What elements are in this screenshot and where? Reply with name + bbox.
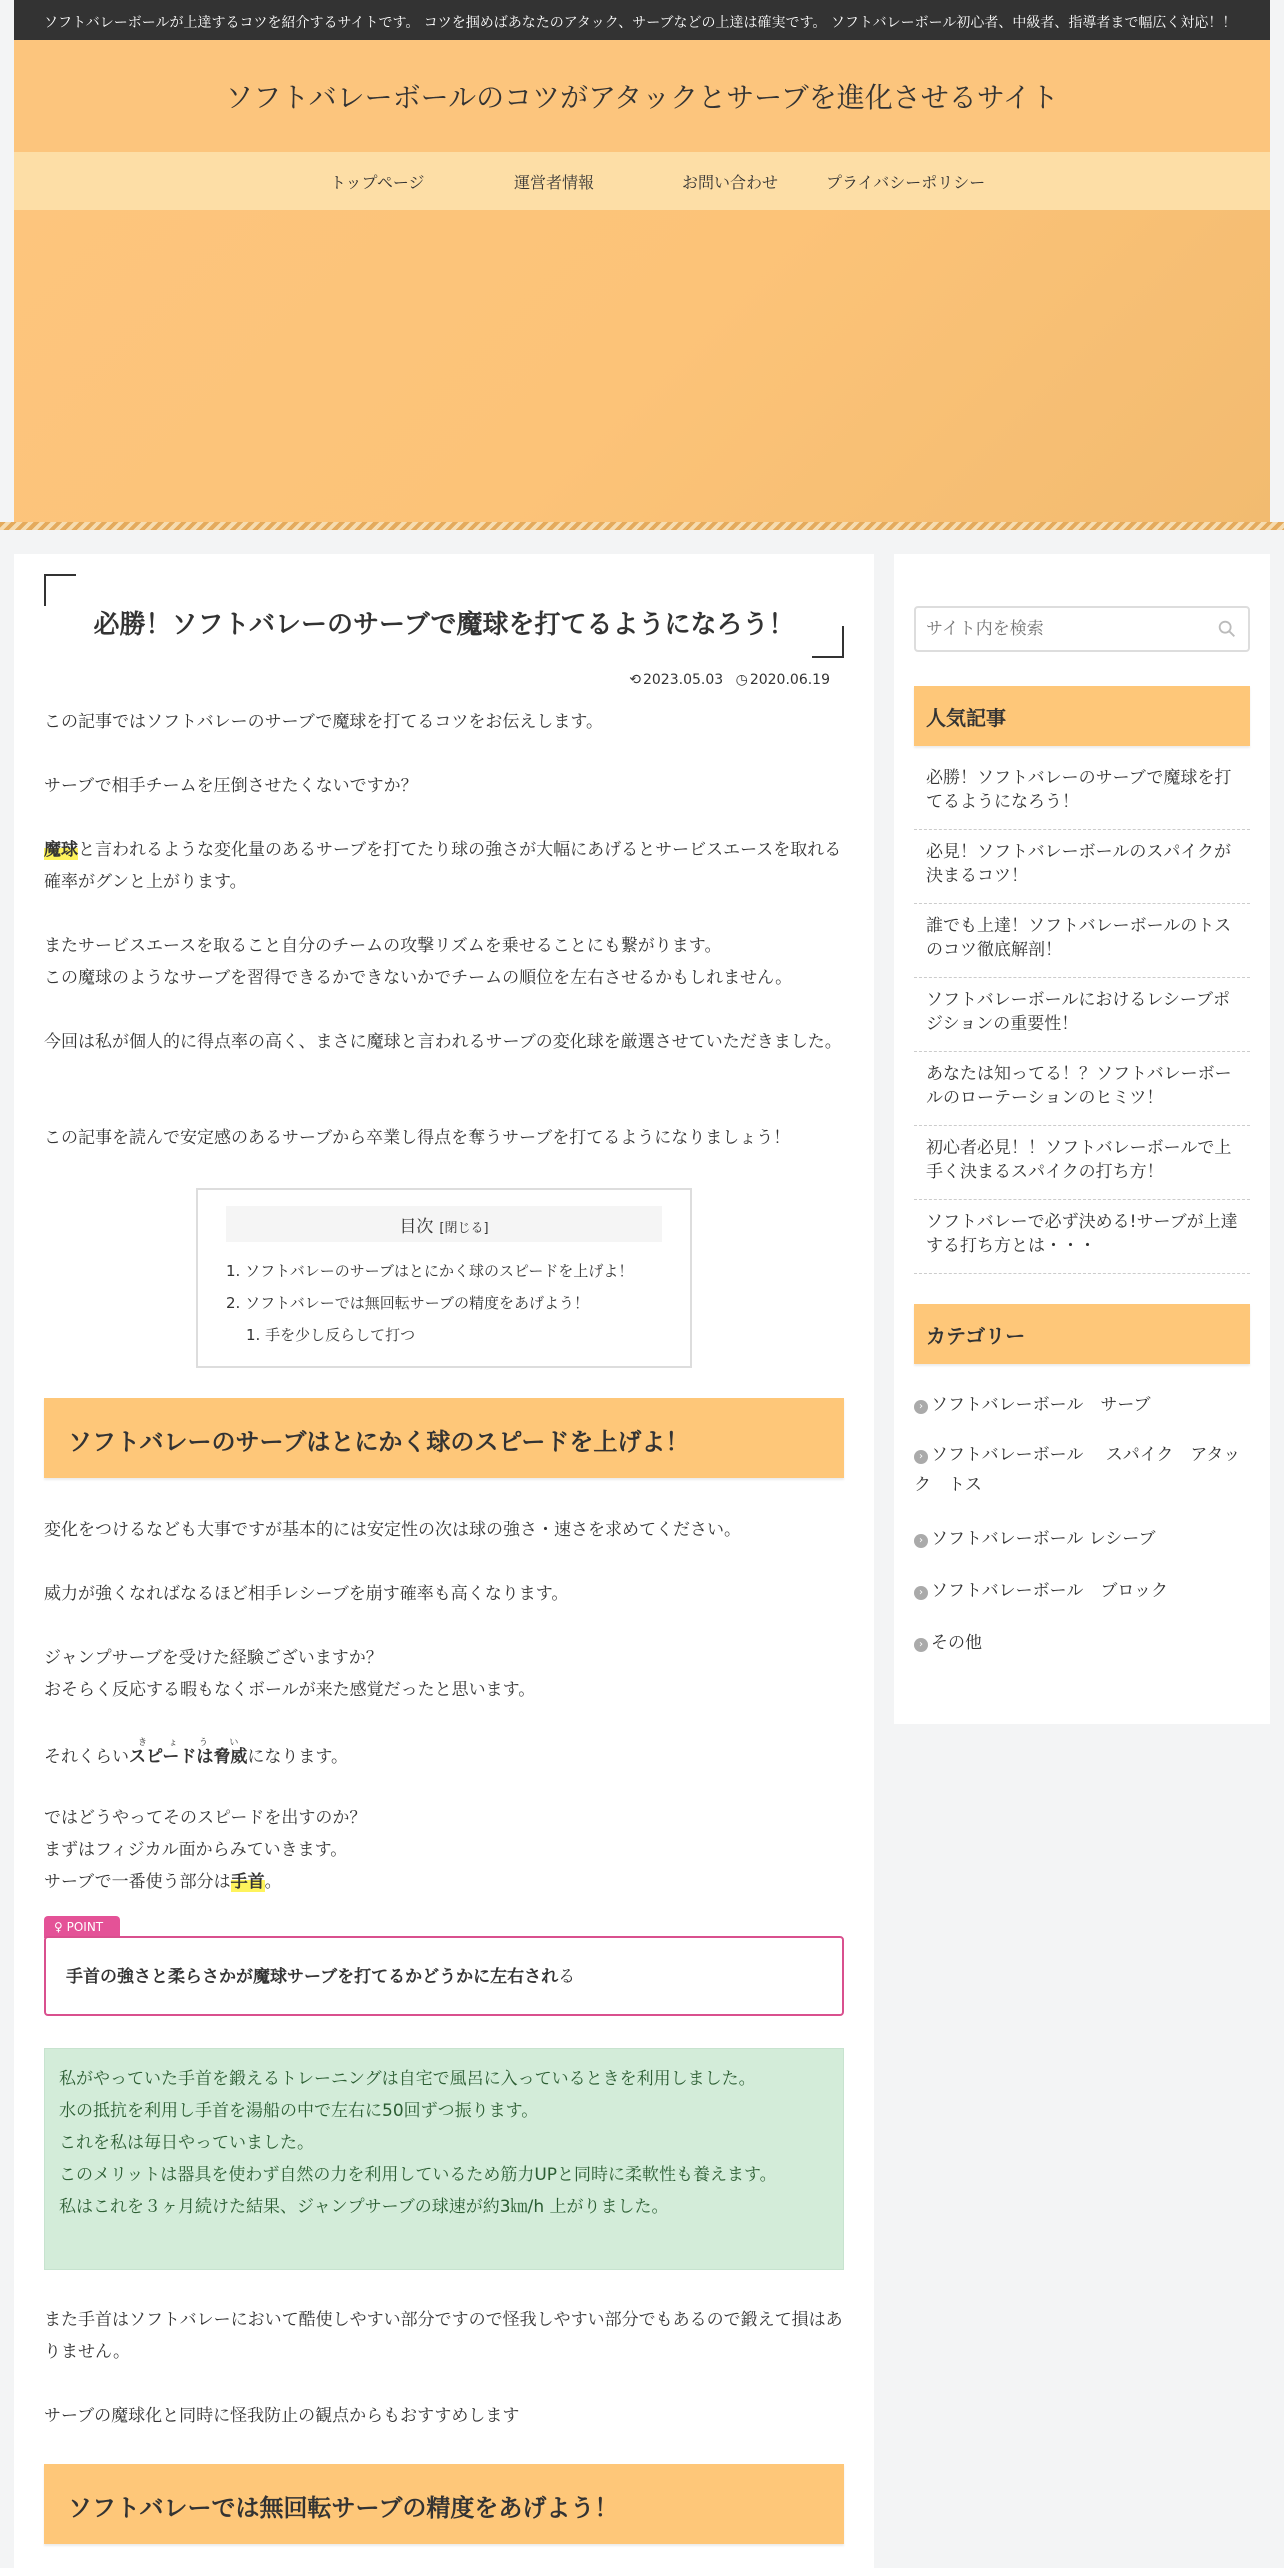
nav-item-top[interactable]: トップページ: [330, 173, 425, 192]
toc-item[interactable]: 1. ソフトバレーのサーブはとにかく球のスピードを上げよ！: [226, 1262, 634, 1280]
search-input[interactable]: [926, 619, 1216, 639]
article-paragraph: 変化をつけるなども大事ですが基本的には安定性の次は球の強さ・速さを求めてください。: [44, 1520, 741, 1540]
tip-line: このメリットは器具を使わず自然の力を利用しているため筋力UPと同時に柔軟性も養えます。: [59, 2165, 777, 2185]
clock-icon: ◷: [735, 672, 748, 688]
category-link[interactable]: [914, 1628, 1250, 1658]
toc-item[interactable]: 2. ソフトバレーでは無回転サーブの精度をあげよう！: [226, 1294, 590, 1312]
toc-toggle-button[interactable]: [閉じる]: [439, 1221, 489, 1236]
article-dates: [621, 672, 830, 688]
category-link[interactable]: [914, 1390, 1250, 1420]
popular-article-link[interactable]: 必勝！ソフトバレーのサーブで魔球を打てるようになろう！: [914, 766, 1250, 830]
point-badge: [44, 1916, 120, 1938]
article-title: 必勝！ソフトバレーのサーブで魔球を打てるようになろう！: [93, 610, 795, 640]
highlight-text: 手首: [230, 1872, 265, 1892]
site-header: [14, 40, 1270, 152]
paragraph-text: と言われるような変化量のあるサーブを打てたり球の強さが大幅にあげるとサービスエースを取れる確率がグンと上がります。: [44, 840, 842, 892]
article-title-frame: [44, 574, 844, 658]
updated-icon: ⟲: [629, 672, 641, 688]
chevron-right-icon: ›: [914, 1638, 928, 1652]
category-label: ソフトバレーボール ブロック: [931, 1581, 1168, 1601]
popular-article-link[interactable]: あなたは知ってる！？ソフトバレーボールのローテーションのヒミツ！: [914, 1062, 1250, 1126]
paragraph-text: サーブで一番使う部分は: [44, 1872, 231, 1892]
paragraph-text: それくらい: [44, 1747, 129, 1767]
paragraph-text: 。: [264, 1872, 282, 1892]
bold-phrase: スピードは脅威: [129, 1747, 248, 1767]
category-link[interactable]: [914, 1576, 1250, 1606]
table-of-contents: [196, 1188, 692, 1368]
popular-article-link[interactable]: 初心者必見！！ソフトバレーボールで上手く決まるスパイクの打ち方！: [914, 1136, 1250, 1200]
tip-line: 水の抵抗を利用し手首を湯船の中で左右に50回ずつ振ります。: [59, 2101, 539, 2121]
nav-item-about[interactable]: 運営者情報: [514, 173, 595, 192]
sidebar: [894, 554, 1270, 1724]
point-box: [44, 1936, 844, 2016]
toc-title: 目次: [399, 1217, 434, 1237]
popular-article-link[interactable]: 必見！ソフトバレーボールのスパイクが決まるコツ！: [914, 840, 1250, 904]
article-paragraph: 今回は私が個人的に得点率の高く、まさに魔球と言われるサーブの変化球を厳選させていただきました。: [44, 1032, 842, 1052]
article-paragraph: [44, 1802, 844, 1898]
section-heading: ソフトバレーのサーブはとにかく球のスピードを上げよ！: [44, 1398, 844, 1478]
category-label: ソフトバレーボール サーブ: [931, 1395, 1151, 1415]
article-paragraph: この記事ではソフトバレーのサーブで魔球を打てるコツをお伝えします。: [44, 712, 603, 732]
header-banner: [14, 210, 1270, 528]
toc-subitem[interactable]: 1. 手を少し反らして打つ: [246, 1326, 416, 1344]
category-widget-title: カテゴリー: [914, 1304, 1250, 1364]
article-paragraph: サーブで相手チームを圧倒させたくないですか？: [44, 776, 418, 796]
paragraph-line: おそらく反応する暇もなくボールが来た感覚だったと思います。: [44, 1680, 536, 1700]
published-date: 2020.06.19: [749, 672, 830, 688]
tip-box: [44, 2048, 844, 2270]
article-paragraph: [44, 1642, 844, 1706]
title-corner-decoration: [812, 626, 844, 658]
article-paragraph: サーブの魔球化と同時に怪我防止の観点からもおすすめします: [44, 2406, 520, 2426]
paragraph-line: またサービスエースを取ること自分のチームの攻撃リズムを乗せることにも繋がります。: [44, 936, 722, 956]
search-icon[interactable]: [1216, 618, 1238, 640]
article-paragraph: [44, 1738, 844, 1773]
paragraph-line: この魔球のようなサーブを習得できるかできないかでチームの順位を左右させるかもしれません。: [44, 968, 793, 988]
global-nav: [14, 152, 1270, 210]
banner-border: [0, 522, 1284, 530]
paragraph-line: まずはフィジカル面からみていきます。: [44, 1840, 348, 1860]
category-link[interactable]: [914, 1524, 1250, 1554]
article-paragraph: この記事を読んで安定感のあるサーブから卒業し得点を奪うサーブを打てるようになりましょう！: [44, 1128, 791, 1148]
chevron-right-icon: ›: [914, 1450, 928, 1464]
article-main: [14, 554, 874, 2568]
tip-line: これを私は毎日やっていました。: [59, 2133, 314, 2153]
category-label: ソフトバレーボール スパイク アタック トス: [914, 1445, 1241, 1495]
paragraph-text: になります。: [247, 1747, 348, 1767]
site-title[interactable]: ソフトバレーボールのコツがアタックとサーブを進化させるサイト: [225, 81, 1059, 114]
search-box: [914, 606, 1250, 652]
ruby-reading: きょうい: [129, 1738, 248, 1748]
tip-line: 私はこれを３ヶ月続けた結果、ジャンプサーブの球速が約3㎞/h 上がりました。: [59, 2197, 669, 2217]
toc-header: [226, 1206, 662, 1242]
highlight-text: 魔球: [44, 840, 78, 860]
updated-date: 2023.05.03: [642, 672, 724, 688]
point-text: る: [558, 1967, 576, 1987]
point-bold-text: 手首の強さと柔らさかが魔球サーブを打てるかどうかに左右され: [66, 1967, 559, 1987]
popular-article-link[interactable]: ソフトバレーボールにおけるレシーブポジションの重要性！: [914, 988, 1250, 1052]
tip-line: 私がやっていた手首を鍛えるトレーニングは自宅で風呂に入っているときを利用しました。: [59, 2069, 756, 2089]
chevron-right-icon: ›: [914, 1400, 928, 1414]
lightbulb-icon: ♀: [54, 1920, 67, 1934]
paragraph-line: ジャンプサーブを受けた経験ございますか？: [44, 1648, 383, 1668]
nav-item-contact[interactable]: お問い合わせ: [682, 173, 779, 192]
popular-article-link[interactable]: ソフトバレーで必ず決める!サーブが上達する打ち方とは・・・: [914, 1210, 1250, 1274]
article-paragraph: [44, 834, 844, 898]
site-description: ソフトバレーボールが上達するコツを紹介するサイトです。 コツを掴めばあなたのアタック、サーブなどの上達は確実です。 ソフトバレーボール初心者、中級者、指導者まで幅広く対応！！: [44, 15, 1237, 31]
category-label: その他: [931, 1633, 982, 1653]
nav-item-privacy[interactable]: プライバシーポリシー: [826, 173, 986, 192]
popular-article-link[interactable]: 誰でも上達！ソフトバレーボールのトスのコツ徹底解剖！: [914, 914, 1250, 978]
chevron-right-icon: ›: [914, 1534, 928, 1548]
site-description-bar: [14, 0, 1270, 40]
popular-widget-title: 人気記事: [914, 686, 1250, 746]
section-heading: ソフトバレーでは無回転サーブの精度をあげよう！: [44, 2464, 844, 2544]
article-paragraph: 威力が強くなればなるほど相手レシーブを崩す確率も高くなります。: [44, 1584, 569, 1604]
article-paragraph: [44, 930, 844, 994]
paragraph-line: ではどうやってそのスピードを出すのか？: [44, 1808, 367, 1828]
bold-text: [129, 1738, 248, 1767]
category-label: ソフトバレーボール レシーブ: [931, 1529, 1156, 1549]
point-label-text: POINT: [66, 1920, 104, 1934]
chevron-right-icon: ›: [914, 1586, 928, 1600]
article-paragraph: また手首はソフトバレーにおいて酷使しやすい部分ですので怪我しやすい部分でもあるので鍛えて損はありません。: [44, 2310, 843, 2362]
category-link[interactable]: [914, 1440, 1250, 1500]
title-corner-decoration: [44, 574, 76, 606]
